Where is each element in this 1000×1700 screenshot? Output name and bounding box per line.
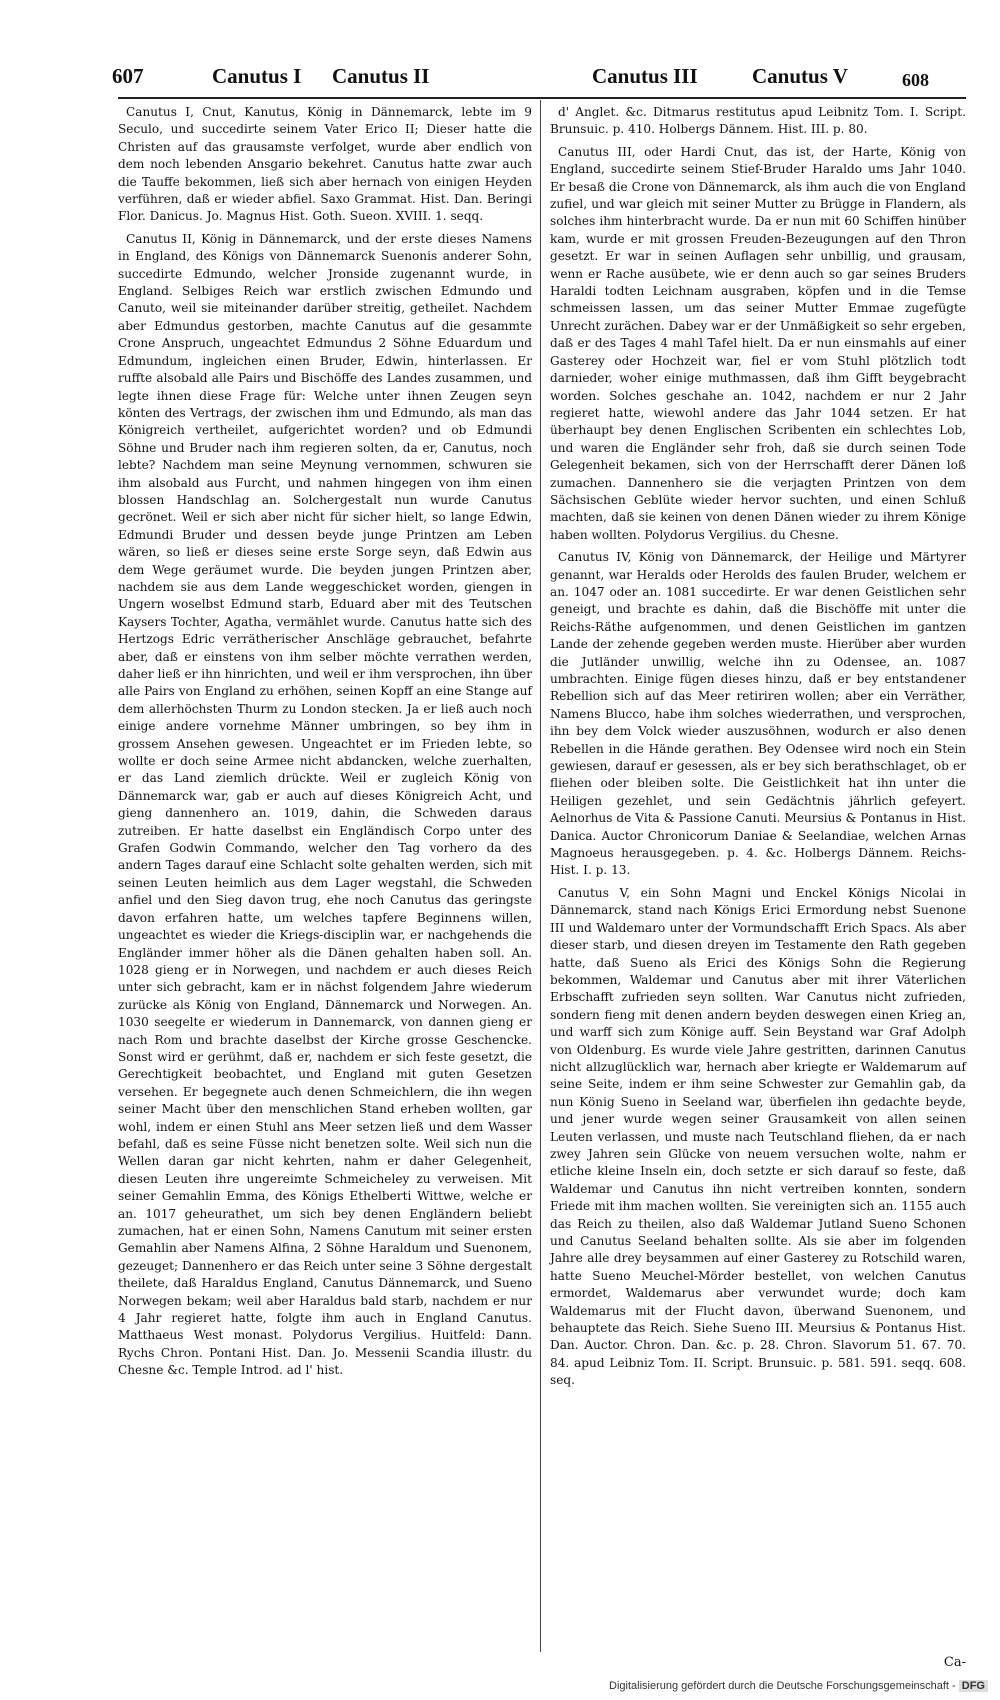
entry-canutus-3: Canutus III, oder Hardi Cnut, das ist, der Harte, König von England, succedirte seinem Stief-Bruder Haraldo ums Jahr 1040. Er besaß die Crone von Dännemarck, als ihm auch die von England zufiel, und war gleich mit seiner Mutter zu Brügge in Flandern, als solches ihm hinterbracht wurde. Da er nun mit 60 Schiffen hinüber kam, wurde er mit grossen Freuden-Bezeugungen auf den Thron gesetzt. Er war in seinen Auflagen sehr unbillig, und grausam, wenn er Rache ausübete, wie er denn auch so gar seines Bruders Haraldi todten Leichnam ausgraben, köpfen und in die Temse schmeissen lassen, um das seiner Mutter Emmae zugefügte Unrecht zurächen. Dabey war er der Unmäßigkeit so sehr ergeben, daß er des Tages 4 mahl Tafel hielt. Da er nun einsmahls auf einer Gasterey oder Hochzeit war, fiel er vom Stuhl plötzlich todt darnieder, woher einige muthmassen, daß ihm Gifft beygebracht worden. Solches geschahe an. 1042, nachdem er nur 2 Jahr regieret hatte, wiewohl andere das Jahr 1044 setzen. Er hat überhaupt bey denen Englischen Scribenten ein schlechtes Lob, und waren die Engländer sehr froh, daß sie durch seinen Tode Gelegenheit bekamen, sich von der Herrschafft derer Dänen loß zumachen. Dannenhero sie die verjagten Printzen von dem Sächsischen Geblüte wieder hervor suchten, und einen Schluß machten, daß sie keinen von denen Dänen wieder zu ihrem Könige haben wollten. Polydorus Vergilius. du Chesne. [550, 144, 966, 542]
column-divider [540, 100, 541, 1652]
left-column [118, 104, 532, 1385]
page-number-left: 607 [112, 64, 144, 88]
running-header [112, 64, 952, 98]
entry-canutus-1: Canutus I, Cnut, Kanutus, König in Dännemarck, lebte im 9 Seculo, und succedirte seinem Vater Erico II; Dieser hatte die Christen auf das grausamste verfolget, wurde aber endlich von dem noch lebenden Ansgario bekehret. Canutus hatte zwar auch die Tauffe bekommen, ließ sich aber hernach von einigen Heyden verführen, daß er wieder abfiel. Saxo Grammat. Hist. Dan. Beringi Flor. Danicus. Jo. Magnus Hist. Goth. Sueon. XVIII. 1. seqq. [118, 105, 532, 224]
header-title-canutus-5: Canutus V [752, 64, 848, 88]
entry-canutus-5: Canutus V, ein Sohn Magni und Enckel Königs Nicolai in Dännemarck, stand nach Königs Erici Ermordung nebst Suenone III und Waldemaro unter der Vormundschafft Erich Spacs. Als aber dieser starb, und diesen dreyen im Testamente den Rath gegeben hatte, daß Sueno als Erici des Königs Sohn die Regierung bekommen, Waldemar und Canutus aber mit ihrer Väterlichen Erbschafft zufrieden seyn sollten. War Canutus nicht zufrieden, sondern fieng mit denen andern beyden deswegen einen Krieg an, und warff sich zum Könige auff. Sein Beystand war Graf Adolph von Oldenburg. Es wurde viele Jahre gestritten, darinnen Canutus nicht allzuglücklich war, hernach aber kriegte er Waldemarum auf seine Seite, indem er ihm seine Schwester zur Gemahlin gab, da nun König Sueno in Seeland war, überfielen ihn gedachte beyde, und jener wurde wegen seiner Grausamkeit von allen seinen Leuten verlassen, und muste nach Teutschland fliehen, da er nach zwey Jahren sein Glücke von neuem versuchen wolte, nahm er etliche kleine Inseln ein, doch setzte er sich darauf so feste, daß Waldemar und Canutus ihn nicht vertreiben konnten, sondern Friede mit ihm machen wollten. Sie vereinigten sich an. 1155 auch das Reich zu theilen, also daß Waldemar Jutland Sueno Schonen und Canutus Seeland behalten sollte. Als sie aber im folgenden Jahre alle drey beysammen auf einer Gasterey zu Rotschild waren, hatte Sueno Meuchel-Mörder bestellet, von welchen Canutus ermordet, Waldemarus aber verwundet wurde; doch kam Waldemarus mit der Flucht davon, überwand Suenonem, und behauptete das Reich. Siehe Sueno III. Meursius & Pontanus Hist. Dan. Auctor. Chron. Dan. &c. p. 28. Chron. Slavorum 51. 67. 70. 84. apud Leibniz Tom. II. Script. Brunsuic. p. 581. 591. seqq. 608. seq. [550, 885, 966, 1388]
dfg-logo: DFG [959, 1680, 988, 1692]
entry-continuation: d' Anglet. &c. Ditmarus restitutus apud Leibnitz Tom. I. Script. Brunsuic. p. 410. Holbergs Dännem. Hist. III. p. 80. [550, 105, 966, 137]
page-number-right: 608 [902, 70, 929, 90]
header-title-canutus-3: Canutus III [592, 64, 698, 88]
header-rule [118, 97, 966, 99]
header-title-canutus-1: Canutus I [212, 64, 302, 88]
entry-canutus-2: Canutus II, König in Dännemarck, und der erste dieses Namens in England, des Königs von Dännemarck Suenonis anderer Sohn, succedirte Edmundo, welcher Jronside zugenannt wurde, in England. Selbiges Reich war erstlich zwischen Edmundo und Canuto, weil sie miteinander darüber streitig, getheilet. Nachdem aber Edmundus gestorben, machte Canutus auf die gesammte Crone Anspruch, ungeachtet Edmundus 2 Söhne Eduardum und Edmundum, ingleichen einen Bruder, Edwin, hinterlassen. Er ruffte alsobald alle Pairs und Bischöffe des Landes zusammen, und legte ihnen diese Frage für: Welche unter ihnen Zeugen seyn könten des Vertrags, der zwischen ihm und Edmundo, als man das Königreich vertheilet, aufgerichtet worden? und ob Edmundi Söhne und Bruder nach ihm regieren solten, da er, Canutus, noch lebte? Nachdem man seine Meynung vernommen, schwuren sie ihm alsobald aus Furcht, und nahmen hingegen von ihm einen blossen Handschlag an. Solchergestalt nun wurde Canutus gecrönet. Weil er sich aber nicht für sicher hielt, so lange Edwin, Edmundi Bruder und dessen beyde junge Printzen am Leben wären, so ließ er dieses seine erste Sorge seyn, daß Edwin aus dem Wege geräumet wurde. Die beyden jungen Printzen aber, nachdem sie aus dem Lande weggeschicket worden, giengen in Ungern woselbst Edmund starb, Eduard aber mit des Teutschen Kaysers Tochter, Agatha, vermählet wurde. Canutus hatte sich des Hertzogs Edric verrätherischer Anschläge gebrauchet, befahrte aber, daß er einstens von ihm selber möchte verrathen werden, daher ließ er ihn hinrichten, und weil er ihm versprochen, ihn über alle Pairs von England zu erhöhen, seinen Kopff an eine Stange auf dem allerhöchsten Thurm zu London stecken. Ja er ließ auch noch einige andere vornehme Männer umbringen, so bey ihm in grossem Ansehen gewesen. Ungeachtet er im Frieden lebte, so wollte er doch seine Armee nicht abdancken, welche zuerhalten, er das Land ziemlich drückte. Weil er zugleich König von Dännemarck war, gab er auch auf dieses Königreich Acht, und gieng dannenhero an. 1019, dahin, die Schweden daraus zutreiben. Er hatte daselbst ein Engländisch Corpo unter des Grafen Godwin Commando, welcher den Tag vorhero da des andern Tages darauf eine Schlacht solte gehalten werden, sich mit seinen Leuten heimlich aus dem Lager wegstahl, die Schweden anfiel und den Sieg davon trug, ehe noch Canutus das geringste davon erfahren hatte, um welches tapfere Beginnens willen, ungeachtet es wieder die Kriegs-disciplin war, er nachgehends die Engländer immer höher als die Dänen gehalten haben soll. An. 1028 gieng er in Norwegen, und nachdem er auch dieses Reich unter sich gebracht, kam er in nächst folgendem Jahre wiederum zurücke als König von England, Dännemarck und Norwegen. An. 1030 seegelte er wiederum in Dannemarck, von dannen gieng er nach Rom und brachte daselbst der Kirche grosse Geschencke. Sonst wird er gerühmt, daß er, nachdem er sich feste gesetzt, die Gerechtigkeit beobachtet, und England mit guten Gesetzen versehen. Er begegnete auch denen Schmeichlern, die ihn wegen seiner Macht über den menschlichen Stand erheben wollten, gar wohl, indem er einen Stuhl ans Meer setzen ließ und dem Wasser befahl, daß es seine Füsse nicht benetzen solte. Weil sich nun die Wellen daran gar nicht kehrten, nahm er daher Gelegenheit, diesen Leuten ihre ungereimte Schmeicheley zu verweisen. Mit seiner Gemahlin Emma, des Königs Ethelberti Wittwe, welche er an. 1017 geheurathet, um sich bey denen Engländern beliebt zumachen, hat er einen Sohn, Namens Canutum mit seiner ersten Gemahlin aber Namens Alfina, 2 Söhne Haraldum und Suenonem, gezeuget; Dannenhero er das Reich unter seine 3 Söhne dergestalt theilete, daß Haraldus England, Canutus Dännemarck, und Sueno Norwegen bekam; weil aber Haraldus bald starb, nachdem er nur 4 Jahr regieret hatte, folgte ihm auch in England Canutus. Matthaeus West monast. Polydorus Vergilius. Huitfeld: Dann. Rychs Chron. Pontani Hist. Dan. Jo. Messenii Scandia illustr. du Chesne &c. Temple Introd. ad l' hist. [118, 231, 532, 1378]
entry-canutus-4: Canutus IV, König von Dännemarck, der Heilige und Märtyrer genannt, war Heralds oder Herolds des faulen Bruder, welchem er an. 1047 oder an. 1081 succedirte. Er war denen Geistlichen sehr geneigt, und brachte es dahin, daß die Bischöffe mit unter die Reichs-Räthe aufgenommen, und denen Geistlichen im gantzen Lande der zehende gegeben werden muste. Hierüber aber wurden die Jutländer unwillig, welche ihn zu Odensee, an. 1087 umbrachten. Einige fügen dieses hinzu, daß er bey entstandener Rebellion sich auf das Meer retiriren wollen; aber ein Verräther, Namens Blucco, habe ihm solches wiederrathen, und versprochen, ihn bey dem Volck wieder auszusöhnen, wodurch er also denen Rebellen in die Hände gerathen. Bey Odensee wird noch ein Stein gewiesen, darauf er gesessen, als er bey sich berathschlaget, ob er fliehen oder bleiben solte. Die Geistlichkeit hat ihn unter die Heiligen gezehlet, und sein Gedächtnis jährlich gefeyert. Aelnorhus de Vita & Passione Canuti. Meursius & Pontanus in Hist. Danica. Auctor Chronicorum Daniae & Seelandiae, welchen Arnas Magnoeus herausgegeben. p. 4. &c. Holbergs Dännem. Reichs-Hist. I. p. 13. [550, 550, 966, 878]
footer-text: Digitalisierung gefördert durch die Deutsche Forschungsgemeinschaft - [609, 1680, 956, 1692]
right-column [550, 104, 966, 1395]
catchword: Ca- [943, 1655, 966, 1670]
header-title-canutus-2: Canutus II [332, 64, 430, 88]
digitization-footer [609, 1680, 988, 1692]
